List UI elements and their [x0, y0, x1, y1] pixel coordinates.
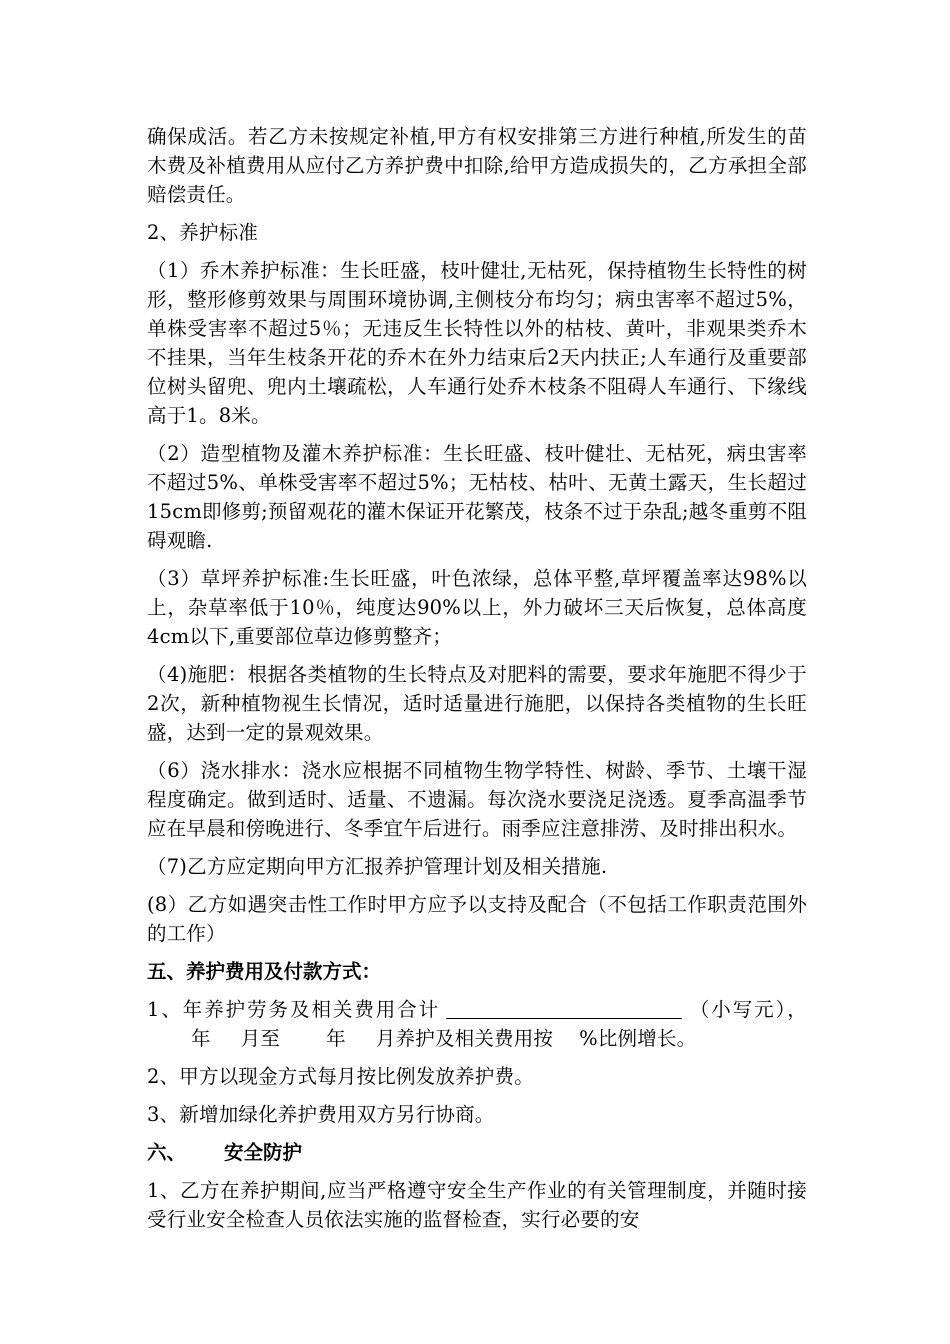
paragraph-maintenance-standard-title: 2、养护标准 [147, 221, 259, 244]
section-six-title: 安全防护 [224, 1141, 303, 1164]
paragraph-reporting: （7)乙方应定期向甲方汇报养护管理计划及相关措施. [147, 855, 608, 878]
section-five-item-3: 3、新增加绿化养护费用双方另行协商。 [147, 1103, 495, 1126]
section-five-item-1 [147, 995, 807, 1053]
section-six-number: 六、 [147, 1141, 187, 1164]
month-fee-label: 月养护及相关费用按 [375, 1027, 554, 1050]
section-five-heading: 五、养护费用及付款方式： [147, 960, 382, 983]
section-five-item-2: 2、甲方以现金方式每月按比例发放养护费。 [147, 1065, 534, 1088]
month-to-label: 月至 [240, 1027, 281, 1050]
paragraph-tree-standard: （1）乔木养护标准：生长旺盛，枝叶健壮,无枯死，保持植物生长特性的树形，整形修剪效果与周围环境协调,主侧枝分布均匀；病虫害率不超过5%，单株受害率不超过5％；无违反生长特性以外的枯枝、黄叶，非观果类乔木不挂果，当年生枝条开花的乔木在外力结束后2天内扶正;人车通行及重要部位树头留兜、兜内土壤疏松，人车通行处乔木枝条不阻碍人车通行、下缘线高于1。8米。 [147, 259, 807, 427]
document-page [147, 122, 807, 1243]
fee-total-label: 1、年养护劳务及相关费用合计 [147, 998, 441, 1021]
paragraph-fertilizing: （4)施肥：根据各类植物的生长特点及对肥料的需要，要求年施肥不得少于2次，新种植物视生长情况，适时适量进行施肥，以保持各类植物的生长旺盛，达到一定的景观效果。 [147, 663, 807, 744]
fee-unit-text: （小写元）， [688, 998, 807, 1021]
section-six-heading [147, 1138, 807, 1167]
section-six-item-1: 1、乙方在养护期间,应当严格遵守安全生产作业的有关管理制度，并随时接受行业安全检查人员依法实施的监督检查，实行必要的安 [147, 1179, 807, 1231]
year-label-2: 年 [326, 1027, 346, 1050]
growth-rate-label: %比例增长。 [579, 1027, 697, 1050]
paragraph-support: (8）乙方如遇突击性工作时甲方应予以支持及配合（不包括工作职责范围外的工作） [147, 893, 807, 945]
fee-amount-blank[interactable] [446, 996, 682, 1019]
paragraph-continuation: 确保成活。若乙方未按规定补植,甲方有权安排第三方进行种植,所发生的苗木费及补植费用从应付乙方养护费中扣除,给甲方造成损失的，乙方承担全部赔偿责任。 [147, 125, 807, 206]
year-label-1: 年 [191, 1027, 211, 1050]
paragraph-lawn-standard: （3）草坪养护标准:生长旺盛，叶色浓绿，总体平整,草坪覆盖率达98%以上，杂草率低于10％，纯度达90%以上，外力破坏三天后恢复，总体高度4cm以下,重要部位草边修剪整齐； [147, 567, 807, 648]
paragraph-watering: （6）浇水排水：浇水应根据不同植物生物学特性、树龄、季节、土壤干湿程度确定。做到适时、适量、不遗漏。每次浇水要浇足浇透。夏季高温季节应在早晨和傍晚进行、冬季宜午后进行。雨季应注意排涝、及时排出积水。 [147, 759, 807, 840]
paragraph-shrub-standard: （2）造型植物及灌木养护标准：生长旺盛、枝叶健壮、无枯死，病虫害率不超过5%、单株受害率不超过5%；无枯枝、枯叶、无黄土露天，生长超过15cm即修剪;预留观花的灌木保证开花繁茂，枝条不过于杂乱;越冬重剪不阻碍观瞻. [147, 442, 807, 552]
